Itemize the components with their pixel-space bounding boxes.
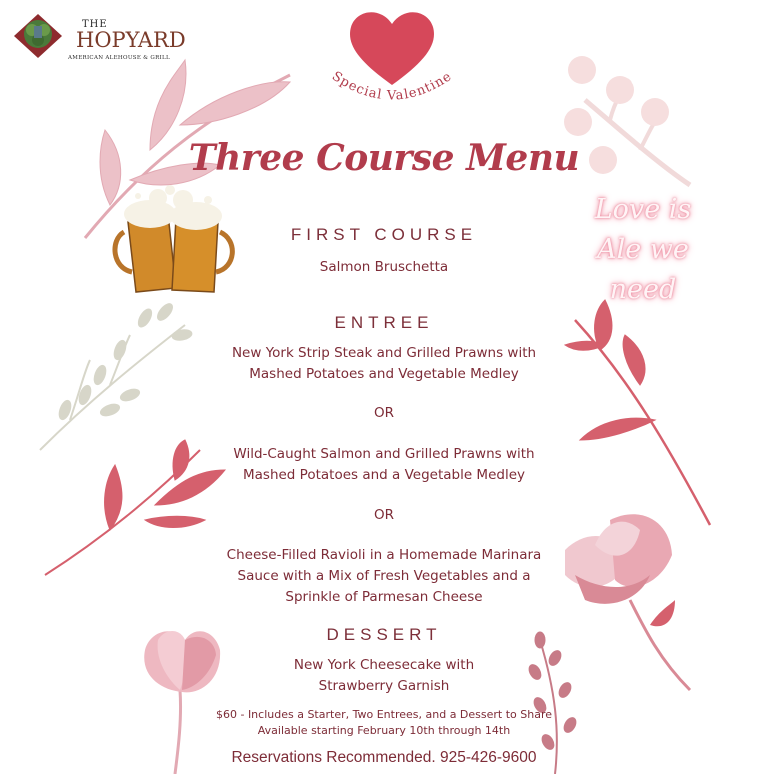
- neon-line-3: need: [609, 274, 677, 305]
- entree-option-3-line-3: Sprinkle of Parmesan Cheese: [285, 589, 483, 605]
- entree-option-2-line-2: Mashed Potatoes and a Vegetable Medley: [242, 467, 526, 483]
- entree-or-2: OR: [373, 507, 394, 523]
- price-line: $60 - Includes a Starter, Two Entrees, and a Dessert to Share: [215, 708, 553, 721]
- neon-love-text: [558, 190, 728, 310]
- first-course-item: Salmon Bruschetta: [319, 259, 449, 275]
- entree-heading: ENTREE: [334, 313, 434, 332]
- dessert-heading: DESSERT: [326, 625, 442, 644]
- logo-tagline: AMERICAN ALEHOUSE & GRILL: [68, 55, 170, 61]
- entree-option-2-line-1: Wild-Caught Salmon and Grilled Prawns with: [233, 446, 535, 462]
- svg-text:Special Valentine: [329, 69, 455, 104]
- first-course-heading: FIRST COURSE: [290, 225, 478, 244]
- neon-line-2: Ale we: [597, 234, 689, 265]
- badge-text: Special Valentine: [329, 68, 455, 104]
- entree-option-3-line-2: Sauce with a Mix of Fresh Vegetables and a: [237, 568, 531, 584]
- dessert-line-1: New York Cheesecake with: [293, 657, 475, 673]
- neon-line-1: Love is: [594, 194, 692, 225]
- entree-option-3-line-1: Cheese-Filled Ravioli in a Homemade Marinara: [226, 547, 542, 563]
- logo-name: HOPYARD: [76, 28, 186, 52]
- entree-option-1-line-1: New York Strip Steak and Grilled Prawns with: [231, 345, 537, 361]
- availability-line: Available starting February 10th through 14th: [257, 724, 511, 737]
- menu-title: Three Course Menu: [188, 137, 580, 179]
- special-valentine-badge: [0, 0, 768, 140]
- logo-the: THE: [82, 19, 108, 30]
- dessert-line-2: Strawberry Garnish: [318, 678, 450, 694]
- reservations-line: Reservations Recommended. 925-426-9600: [231, 749, 537, 766]
- entree-or-1: OR: [373, 405, 394, 421]
- entree-option-1-line-2: Mashed Potatoes and Vegetable Medley: [249, 366, 519, 382]
